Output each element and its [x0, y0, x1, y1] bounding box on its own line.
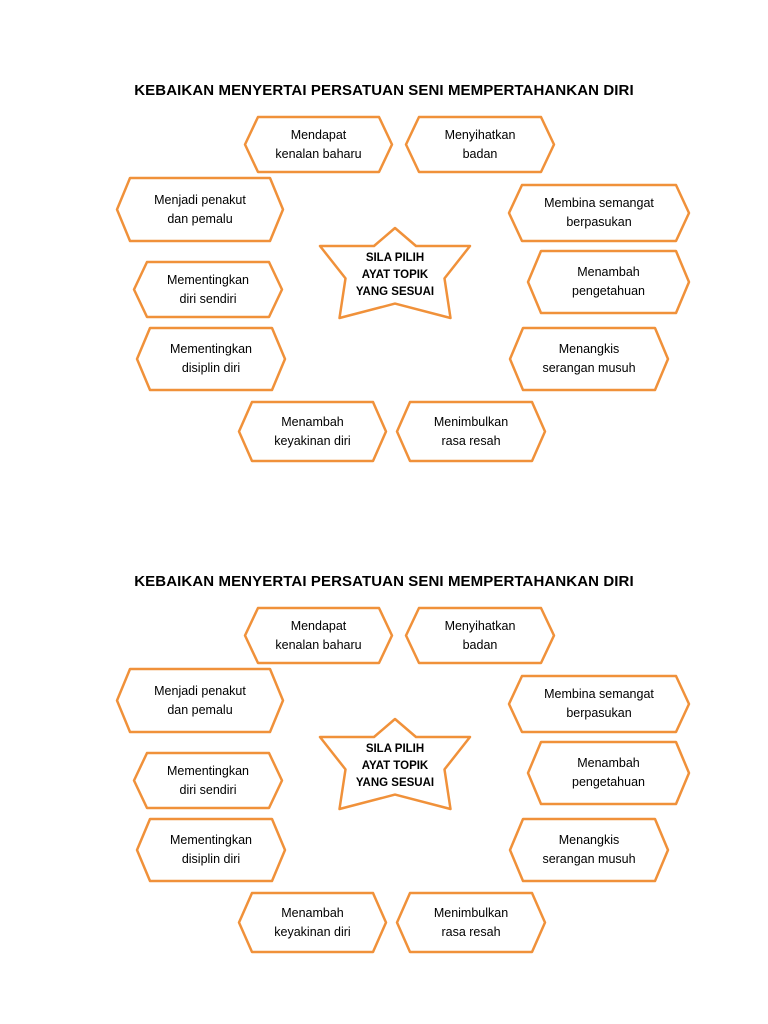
worksheet-title: KEBAIKAN MENYERTAI PERSATUAN SENI MEMPERTAHANKAN DIRI: [134, 82, 634, 99]
option-box: [508, 184, 690, 242]
option-box: [527, 741, 690, 805]
worksheet: [0, 80, 768, 500]
option-box: [238, 892, 387, 953]
option-box: [133, 261, 283, 318]
center-label: SILA PILIH AYAT TOPIK YANG SESUAI: [355, 742, 435, 789]
option-box: [136, 327, 286, 391]
option-label: Mendapat kenalan baharu: [275, 618, 362, 652]
option-label: Menambah keyakinan diri: [274, 905, 351, 939]
center-label: SILA PILIH AYAT TOPIK YANG SESUAI: [355, 251, 435, 298]
option-box: [238, 401, 387, 462]
option-label: Menjadi penakut dan pemalu: [154, 683, 246, 717]
option-label: Menambah keyakinan diri: [274, 414, 351, 448]
option-box: [244, 116, 393, 173]
option-box: [116, 177, 284, 242]
center-star: [320, 228, 470, 318]
worksheet: [0, 571, 768, 991]
option-label: Menangkis serangan musuh: [542, 342, 636, 375]
option-label: Menambah pengetahuan: [572, 756, 645, 789]
option-box: [509, 818, 669, 882]
option-box: [244, 607, 393, 664]
option-label: Mementingkan disiplin diri: [170, 833, 252, 866]
option-box: [527, 250, 690, 314]
center-star: [320, 719, 470, 809]
option-box: [133, 752, 283, 809]
option-box: [405, 116, 555, 173]
option-box: [508, 675, 690, 733]
worksheet-title: KEBAIKAN MENYERTAI PERSATUAN SENI MEMPERTAHANKAN DIRI: [134, 573, 634, 590]
option-label: Menimbulkan rasa resah: [433, 905, 509, 939]
option-box: [509, 327, 669, 391]
option-label: Mementingkan diri sendiri: [167, 272, 249, 306]
option-label: Menyihatkan badan: [444, 127, 516, 161]
option-label: Menjadi penakut dan pemalu: [154, 192, 246, 226]
option-label: Mementingkan diri sendiri: [167, 763, 249, 797]
option-box: [405, 607, 555, 664]
option-label: Menyihatkan badan: [444, 618, 516, 652]
option-box: [396, 892, 546, 953]
option-label: Membina semangat berpasukan: [544, 196, 654, 229]
option-label: Membina semangat berpasukan: [544, 687, 654, 720]
option-label: Menangkis serangan musuh: [542, 833, 636, 866]
option-label: Menambah pengetahuan: [572, 265, 645, 298]
option-box: [136, 818, 286, 882]
option-label: Menimbulkan rasa resah: [433, 414, 509, 448]
option-label: Mendapat kenalan baharu: [275, 127, 362, 161]
option-box: [116, 668, 284, 733]
option-box: [396, 401, 546, 462]
option-label: Mementingkan disiplin diri: [170, 342, 252, 375]
